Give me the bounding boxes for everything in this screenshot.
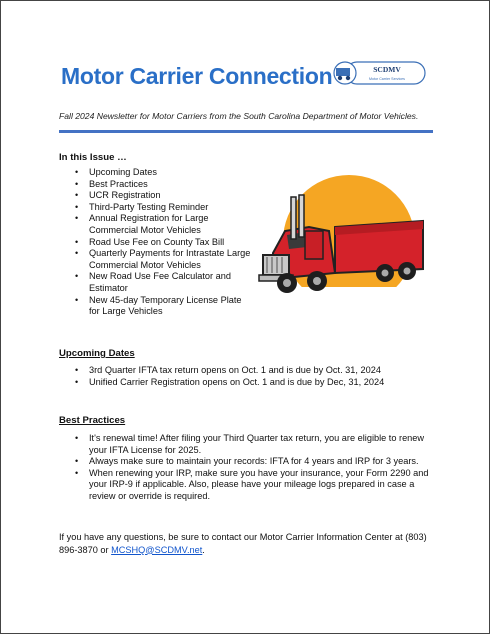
list-item: • UCR Registration [61, 190, 251, 202]
logo-subtext: Motor Carrier Services [369, 77, 405, 81]
list-item: • It's renewal time! After filing your Third Quarter tax return, you are eligible to renew your IFTA License for 2025. [61, 433, 441, 456]
header-divider [59, 130, 433, 133]
list-item: • New Road Use Fee Calculator and Estimator [61, 271, 251, 294]
list-item: • New 45-day Temporary License Plate for Large Vehicles [61, 295, 251, 318]
newsletter-title: Motor Carrier Connection [61, 63, 333, 89]
list-item: • Annual Registration for Large Commercial Motor Vehicles [61, 213, 251, 236]
upcoming-dates-list [61, 365, 441, 388]
in-this-issue-list [61, 167, 251, 318]
list-item: • Best Practices [61, 179, 251, 191]
list-item: • Road Use Fee on County Tax Bill [61, 237, 251, 249]
list-item: • When renewing your IRP, make sure you have your insurance, your Form 2290 and your IRP-9 if applicable. Also, please have your mileage logs prepared in case a review or override is required. [61, 468, 441, 503]
list-item: • 3rd Quarter IFTA tax return opens on Oct. 1 and is due by Oct. 31, 2024 [61, 365, 441, 377]
list-item: • Unified Carrier Registration opens on Oct. 1 and is due by Dec, 31, 2024 [61, 377, 441, 389]
list-item: • Third-Party Testing Reminder [61, 202, 251, 214]
list-item: • Quarterly Payments for Intrastate Large Commercial Motor Vehicles [61, 248, 251, 271]
contact-email-link[interactable]: MCSHQ@SCDMV.net [111, 544, 203, 555]
logo-text: SCDMV [373, 65, 401, 74]
best-practices-heading: Best Practices [59, 415, 126, 426]
list-item: • Always make sure to maintain your records: IFTA for 4 years and IRP for 3 years. [61, 456, 441, 468]
truck-illustration [257, 169, 427, 305]
contact-suffix: . [202, 544, 205, 555]
contact-paragraph [59, 531, 431, 556]
upcoming-dates-heading: Upcoming Dates [59, 348, 135, 359]
list-item: • Upcoming Dates [61, 167, 251, 179]
best-practices-list [61, 433, 441, 503]
newsletter-subtitle: Fall 2024 Newsletter for Motor Carriers from the South Carolina Department of Motor Vehicles. [59, 111, 419, 121]
scdmv-logo [332, 59, 427, 87]
contact-text: If you have any questions, be sure to contact our Motor Carrier Information Center at (803) 896-3870 or [59, 532, 427, 555]
in-this-issue-heading: In this Issue … [59, 152, 127, 163]
